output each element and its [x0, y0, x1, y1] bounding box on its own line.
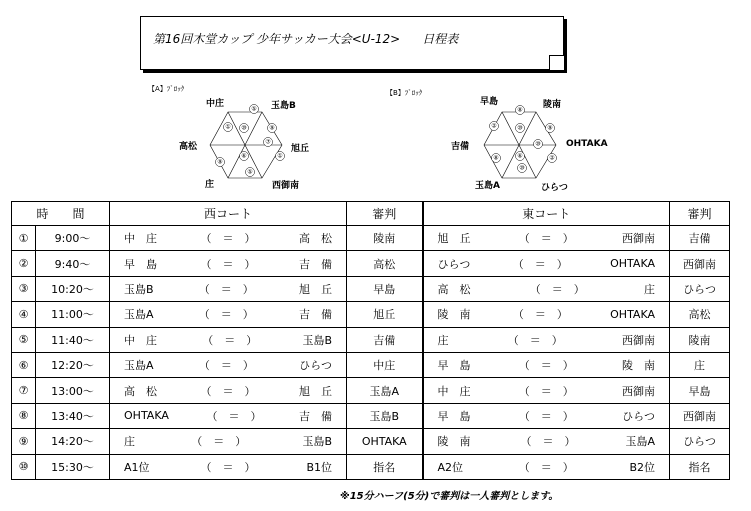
title-main: 第16回木堂カップ 少年サッカー大会<U-12>: [153, 32, 401, 46]
match-time: 11:00〜: [36, 302, 110, 327]
match-number: ⑦: [12, 378, 36, 403]
home-team: 早 島: [124, 257, 158, 271]
home-team: 高 松: [437, 282, 471, 296]
title-schedule: 日程表: [422, 32, 459, 46]
west-court-match: [110, 226, 347, 251]
east-court-match: [423, 327, 670, 352]
block-a-match-num: ⑤: [247, 168, 253, 176]
home-team: 中 庄: [124, 232, 158, 246]
west-court-match: [110, 276, 347, 301]
vs-score: （ ＝ ）: [518, 359, 574, 373]
east-court-match: [423, 251, 670, 276]
away-team: 玉島B: [302, 435, 332, 449]
block-a-match-num: ①: [277, 152, 283, 160]
page-title: [153, 30, 458, 47]
home-team: 陵 南: [437, 308, 471, 322]
block-b-match-num: ②: [491, 122, 497, 130]
west-referee: 高松: [347, 251, 423, 276]
block-a-hexagon-diagram: [200, 100, 300, 190]
away-team: 旭 丘: [299, 384, 333, 398]
west-court-match: [110, 352, 347, 377]
away-team: 玉島B: [302, 333, 332, 347]
home-team: OHTAKA: [124, 409, 169, 423]
away-team: 西御南: [622, 232, 656, 246]
block-a-team-nakasho: 中庄: [206, 99, 225, 109]
match-time: 15:30〜: [36, 454, 110, 479]
match-time: 10:20〜: [36, 276, 110, 301]
block-a-match-num: ⑦: [265, 138, 271, 146]
vs-score: （ ＝ ）: [529, 282, 585, 296]
block-a-match-num: ⑤: [251, 105, 257, 113]
block-b-team-ryonan: 陵南: [543, 100, 562, 110]
west-court-match: [110, 327, 347, 352]
away-team: ひらつ: [622, 409, 655, 423]
block-b-team-hiratsu: ひらつ: [541, 183, 568, 193]
header-referee-east: 審判: [670, 202, 730, 226]
home-team: 玉島A: [124, 359, 154, 373]
east-referee: 西御南: [670, 251, 730, 276]
home-team: 中 庄: [437, 384, 471, 398]
vs-score: （ ＝ ）: [206, 409, 262, 423]
east-court-match: [423, 276, 670, 301]
header-west-court: 西コート: [110, 202, 347, 226]
east-referee: 早島: [670, 378, 730, 403]
home-team: A2位: [437, 460, 464, 474]
block-b-match-num: ⑨: [547, 124, 553, 132]
table-row: [12, 327, 730, 352]
vs-score: （ ＝ ）: [198, 282, 254, 296]
away-team: B1位: [306, 460, 332, 474]
match-number: ⑨: [12, 429, 36, 454]
vs-score: （ ＝ ）: [200, 257, 256, 271]
vs-score: （ ＝ ）: [518, 384, 574, 398]
block-a-team-asahigaoka: 旭丘: [291, 144, 310, 154]
block-b-team-tamashima-a: 玉島A: [475, 181, 500, 191]
home-team: 庄: [437, 333, 449, 347]
vs-score: （ ＝ ）: [198, 308, 254, 322]
west-referee: 玉島B: [347, 403, 423, 428]
away-team: OHTAKA: [610, 307, 656, 321]
table-row: [12, 302, 730, 327]
block-b-team-kibi: 吉備: [451, 142, 470, 152]
vs-score: （ ＝ ）: [200, 384, 256, 398]
west-referee: OHTAKA: [347, 429, 423, 454]
table-row: [12, 251, 730, 276]
block-a-match-num: ⑩: [241, 124, 247, 132]
home-team: A1位: [124, 460, 150, 474]
home-team: 庄: [124, 435, 136, 449]
home-team: 玉島A: [124, 308, 154, 322]
block-a-match-num: ⑥: [241, 152, 247, 160]
match-time: 11:40〜: [36, 327, 110, 352]
match-number: ⑧: [12, 403, 36, 428]
west-court-match: [110, 454, 347, 479]
east-court-match: [423, 226, 670, 251]
west-referee: 陵南: [347, 226, 423, 251]
west-referee: 指名: [347, 454, 423, 479]
vs-score: （ ＝ ）: [191, 435, 247, 449]
east-court-match: [423, 378, 670, 403]
block-b-match-num: ⑩: [517, 124, 523, 132]
west-court-match: [110, 251, 347, 276]
match-number: ④: [12, 302, 36, 327]
west-referee: 吉備: [347, 327, 423, 352]
away-team: 陵 南: [622, 359, 656, 373]
west-referee: 中庄: [347, 352, 423, 377]
vs-score: （ ＝ ）: [202, 333, 258, 347]
home-team: 早 島: [437, 409, 471, 423]
east-court-match: [423, 429, 670, 454]
footnote: ※15分ハーフ(5分)で審判は一人審判とします。: [340, 491, 559, 502]
east-court-match: [423, 302, 670, 327]
block-b-match-num: ⑩: [519, 164, 525, 172]
away-team: 旭 丘: [299, 282, 332, 296]
block-b-match-num: ⑩: [535, 140, 541, 148]
match-time: 14:20〜: [36, 429, 110, 454]
table-row: [12, 226, 730, 251]
match-time: 13:40〜: [36, 403, 110, 428]
match-number: ②: [12, 251, 36, 276]
header-time: 時 間: [12, 202, 110, 226]
east-referee: 高松: [670, 302, 730, 327]
home-team: 高 松: [124, 384, 158, 398]
vs-score: （ ＝ ）: [512, 308, 568, 322]
vs-score: （ ＝ ）: [507, 333, 563, 347]
away-team: 吉 備: [299, 308, 333, 322]
away-team: OHTAKA: [610, 257, 655, 271]
west-court-match: [110, 429, 347, 454]
header-east-court: 東コート: [423, 202, 670, 226]
header-referee-west: 審判: [347, 202, 423, 226]
east-referee: ひらつ: [670, 429, 730, 454]
east-referee: 陵南: [670, 327, 730, 352]
away-team: 庄: [644, 282, 656, 296]
east-court-match: [423, 352, 670, 377]
vs-score: （ ＝ ）: [518, 232, 574, 246]
home-team: ひらつ: [437, 257, 471, 271]
home-team: 陵 南: [437, 435, 471, 449]
table-row: [12, 429, 730, 454]
match-number: ⑤: [12, 327, 36, 352]
west-court-match: [110, 378, 347, 403]
match-time: 13:00〜: [36, 378, 110, 403]
vs-score: （ ＝ ）: [520, 435, 576, 449]
block-a-match-num: ⑨: [269, 124, 275, 132]
east-referee: 指名: [670, 454, 730, 479]
block-b-team-ohtaka: OHTAKA: [566, 139, 608, 149]
away-team: B2位: [629, 460, 655, 474]
block-b-hexagon-diagram: [474, 100, 574, 190]
away-team: 吉 備: [299, 409, 333, 423]
west-court-match: [110, 403, 347, 428]
match-number: ③: [12, 276, 36, 301]
away-team: 吉 備: [299, 257, 333, 271]
east-referee: 庄: [670, 352, 730, 377]
block-a-match-num: ⑨: [217, 158, 223, 166]
match-time: 9:00〜: [36, 226, 110, 251]
block-b-label: 【B】ﾌﾞﾛｯｸ: [386, 89, 423, 97]
table-row: [12, 454, 730, 479]
east-referee: 吉備: [670, 226, 730, 251]
block-b-match-num: ⑥: [517, 152, 523, 160]
schedule-table: [11, 201, 730, 480]
away-team: 西御南: [622, 384, 656, 398]
block-a-team-sho: 庄: [205, 180, 215, 190]
vs-score: （ ＝ ）: [518, 409, 574, 423]
home-team: 玉島B: [124, 282, 154, 296]
west-court-match: [110, 302, 347, 327]
match-number: ①: [12, 226, 36, 251]
match-number: ⑩: [12, 454, 36, 479]
table-row: [12, 378, 730, 403]
west-referee: 早島: [347, 276, 423, 301]
east-court-match: [423, 454, 670, 479]
vs-score: （ ＝ ）: [200, 232, 256, 246]
block-b-team-hayashima: 早島: [480, 97, 499, 107]
east-referee: ひらつ: [670, 276, 730, 301]
table-row: [12, 352, 730, 377]
match-time: 9:40〜: [36, 251, 110, 276]
block-b-match-num: ⑧: [517, 106, 523, 114]
west-referee: 旭丘: [347, 302, 423, 327]
east-court-match: [423, 403, 670, 428]
away-team: ひらつ: [299, 359, 332, 373]
match-number: ⑥: [12, 352, 36, 377]
vs-score: （ ＝ ）: [198, 359, 254, 373]
home-team: 旭 丘: [437, 232, 471, 246]
vs-score: （ ＝ ）: [200, 460, 256, 474]
block-b-match-num: ⑧: [493, 154, 499, 162]
title-box: [140, 16, 564, 70]
home-team: 中 庄: [124, 333, 158, 347]
block-a-match-num: ①: [225, 123, 231, 131]
match-time: 12:20〜: [36, 352, 110, 377]
table-row: [12, 276, 730, 301]
away-team: 西御南: [622, 333, 656, 347]
block-a-team-tamashima-b: 玉島B: [271, 101, 296, 111]
west-referee: 玉島A: [347, 378, 423, 403]
vs-score: （ ＝ ）: [518, 460, 574, 474]
block-a-team-takamatsu: 高松: [179, 142, 198, 152]
away-team: 玉島A: [625, 435, 656, 449]
away-team: 高 松: [299, 232, 333, 246]
home-team: 早 島: [437, 359, 471, 373]
block-b-match-num: ②: [549, 154, 555, 162]
table-row: [12, 403, 730, 428]
block-a-label: 【A】ﾌﾞﾛｯｸ: [148, 85, 185, 93]
vs-score: （ ＝ ）: [512, 257, 568, 271]
table-header-row: [12, 202, 730, 226]
block-a-team-nishimina: 西御南: [272, 181, 300, 191]
east-referee: 西御南: [670, 403, 730, 428]
